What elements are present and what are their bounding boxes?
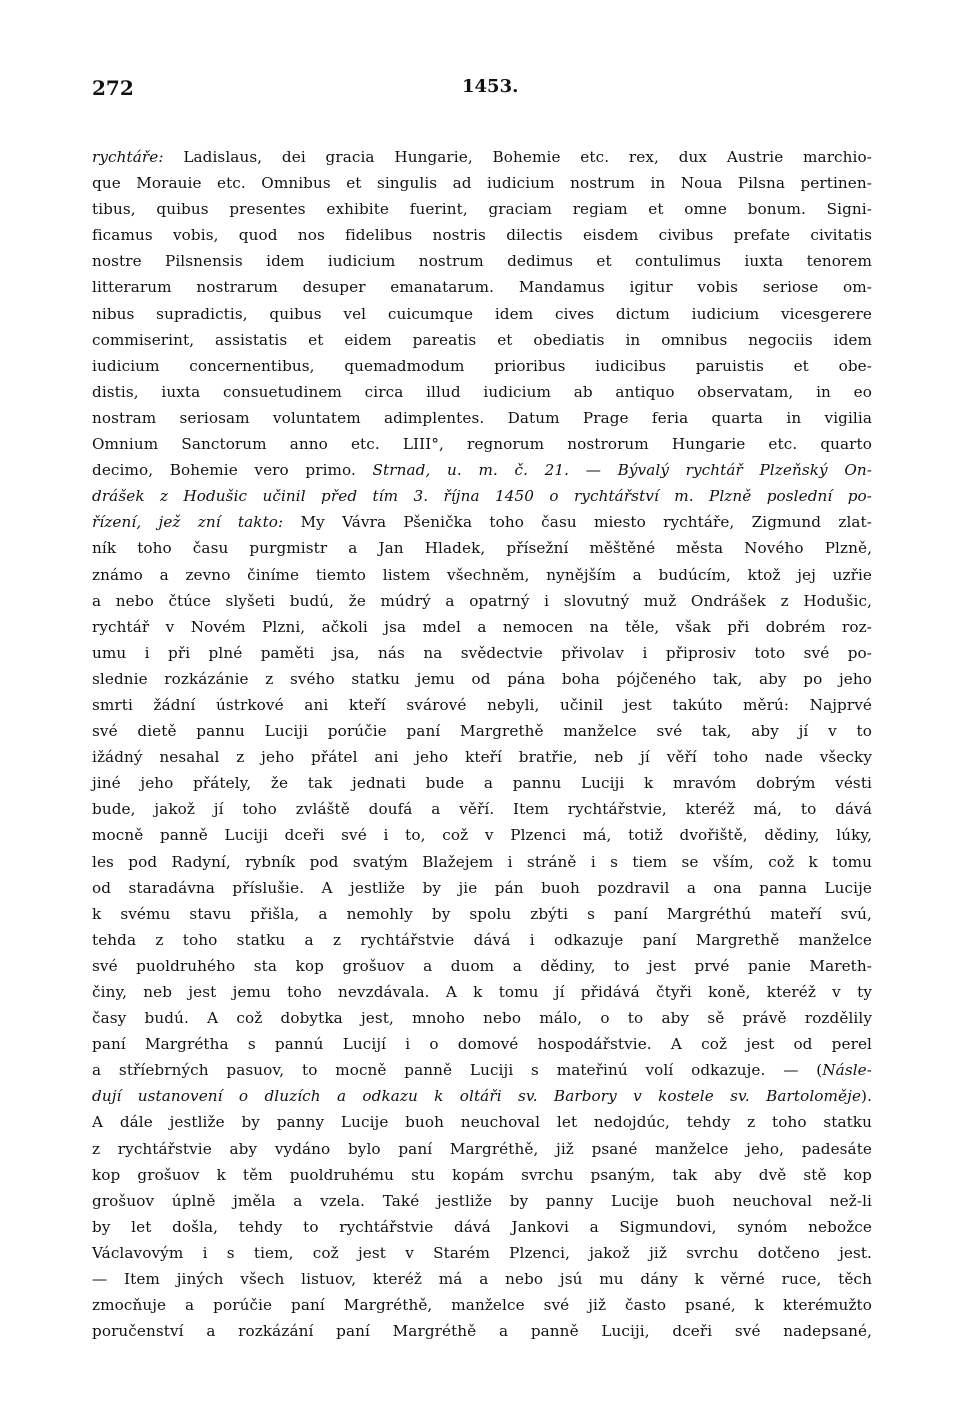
text-segment: smrti žádní ústrkové ani kteří svárové nebyli, učinil jest takúto měrú: Najprvé [92,695,872,714]
text-segment: litterarum nostrarum desuper emanatarum. Mandamus igitur vobis seriose om- [92,278,872,297]
text-segment: k svému stavu přišla, a nemohly by spolu zbýti s paní Margréthú mateří svú, [92,904,872,923]
text-line [92,640,872,666]
text-segment: ). [861,1087,872,1106]
document-body [92,144,872,1344]
text-line [92,1109,872,1135]
text-line [92,483,872,509]
text-line [92,379,872,405]
text-line [92,562,872,588]
text-segment: ník toho času purgmistr a Jan Hladek, přísežní měštěné města Nového Plzně, [92,539,872,558]
text-segment: slednie rozkázánie z svého statku jemu od pána boha pójčeného tak, aby po jeho [92,669,872,688]
text-segment: les pod Radyní, rybník pod svatým Blažejem i stráně i s tiem se vším, což k tomu [92,852,872,871]
text-segment: commiserint, assistatis et eidem pareatis et obediatis in omnibus negociis idem [92,330,872,349]
text-line [92,353,872,379]
text-segment: by let došla, tehdy to rychtářstvie dává Jankovi a Sigmundovi, synóm nebožce [92,1217,872,1236]
text-segment: a nebo čtúce slyšeti budú, že múdrý a opatrný i slovutný muž Ondrášek z Hodušic, [92,591,872,610]
text-segment: grošuov úplně jměla a vzela. Také jestliže by panny Lucije buoh neuchoval než-li [92,1191,872,1210]
text-segment: tibus, quibus presentes exhibite fuerint, graciam regiam et omne bonum. Signi- [92,200,872,219]
editorial-note: Strnad, u. m. č. 21. — Bývalý rychtář Plzeňský On- [372,461,872,480]
text-line [92,901,872,927]
text-segment: Omnium Sanctorum anno etc. LIII°, regnorum nostrorum Hungarie etc. quarto [92,435,872,454]
text-line [92,1318,872,1344]
text-line [92,770,872,796]
text-line [92,1031,872,1057]
text-segment: Václavovým i s tiem, což jest v Starém Plzenci, jakož již svrchu dotčeno jest. [92,1243,872,1262]
text-line [92,1136,872,1162]
text-line [92,718,872,744]
text-line [92,1005,872,1031]
text-segment: poručenství a rozkázání paní Margréthě a panně Luciji, dceři své nadepsané, [92,1322,872,1341]
text-segment: que Morauie etc. Omnibus et singulis ad iudicium nostrum in Noua Pilsna pertinen- [92,174,872,193]
editorial-note: dují ustanovení o dluzích a odkazu k oltáři sv. Barbory v kostele sv. Bartoloměje [92,1087,862,1106]
text-line [92,1292,872,1318]
text-segment: zmocňuje a porúčie paní Margréthě, manželce své již často psané, k kterémužto [92,1296,872,1315]
text-line [92,327,872,353]
text-line [92,301,872,327]
text-line [92,144,872,170]
text-line [92,849,872,875]
text-segment: bude, jakož jí toho zvláště doufá a věří. Item rychtářstvie, kteréž má, to dává [92,800,872,819]
text-segment: umu i při plné paměti jsa, nás na svědectvie přivolav i připrosiv toto své po- [92,643,872,662]
text-segment: distis, iuxta consuetudinem circa illud iudicium ab antiquo observatam, in eo [92,382,872,401]
editorial-note: řízení, jež zní takto: [92,513,301,532]
running-head-year: 1453. [462,76,519,97]
editorial-note: drášek z Hodušic učinil před tím 3. října 1450 o rychtářství m. Plzně poslední po- [92,487,872,506]
text-segment: ficamus vobis, quod nos fidelibus nostris dilectis eisdem civibus prefate civitatis [92,226,872,245]
text-line [92,274,872,300]
text-segment: A dále jestliže by panny Lucije buoh neuchoval let nedojdúc, tehdy z toho statku [92,1113,872,1132]
text-segment: jiné jeho přátely, že tak jednati bude a pannu Luciji k mravóm dobrým vésti [92,774,872,793]
text-line [92,588,872,614]
page-number: 272 [92,76,134,100]
text-segment: nostre Pilsnensis idem iudicium nostrum dedimus et contulimus iuxta tenorem [92,252,872,271]
text-line [92,927,872,953]
text-segment: ižádný nesahal z jeho přátel ani jeho kteří bratřie, neb jí věří toho nade všecky [92,748,872,767]
text-line [92,535,872,561]
text-line [92,692,872,718]
editorial-note: Násle- [822,1061,872,1080]
text-segment: známo a zevno činíme tiemto listem všechněm, nynějším a budúcím, ktož jej uzřie [92,565,872,584]
text-segment: a stříebrných pasuov, to mocně panně Luciji s mateřinú volí odkazuje. — ( [92,1061,823,1080]
text-line [92,979,872,1005]
text-line [92,509,872,535]
page-header [92,76,872,106]
text-segment: rychtář v Novém Plzni, ačkoli jsa mdel a nemocen na těle, však při dobrém roz- [92,617,872,636]
text-segment: své puoldruhého sta kop grošuov a duom a dědiny, to jest prvé panie Mareth- [92,956,872,975]
text-segment: nibus supradictis, quibus vel cuicumque idem cives dictum iudicium vicesgerere [92,304,872,323]
text-line [92,796,872,822]
text-line [92,222,872,248]
text-line [92,1240,872,1266]
text-line [92,457,872,483]
text-line [92,1188,872,1214]
text-segment: činy, neb jest jemu toho nevzdávala. A k tomu jí přidává čtyři koně, kteréž v ty [92,983,872,1001]
text-segment: z rychtářstvie aby vydáno bylo paní Margréthě, již psané manželce jeho, padesáte [92,1139,872,1158]
text-line [92,614,872,640]
text-segment: My Vávra Pšenička toho času miesto rychtáře, Zigmund zlat- [300,513,872,532]
text-line [92,1083,872,1109]
text-line [92,1057,872,1083]
text-segment: časy budú. A což dobytka jest, mnoho nebo málo, o to aby sě právě rozdělily [92,1009,872,1028]
text-segment: — Item jiných všech listuov, kteréž má a nebo jsú mu dány k věrné ruce, těch [92,1270,872,1289]
text-line [92,1162,872,1188]
text-segment: kop grošuov k těm puoldruhému stu kopám svrchu psaným, tak aby dvě stě kop [92,1165,872,1184]
text-line [92,196,872,222]
text-segment: Ladislaus, dei gracia Hungarie, Bohemie etc. rex, dux Austrie marchio- [183,148,872,166]
text-segment: nostram seriosam voluntatem adimplentes. Datum Prage feria quarta in vigilia [92,408,872,427]
text-line [92,1214,872,1240]
text-line [92,248,872,274]
text-segment: od staradávna příslušie. A jestliže by jie pán buoh pozdravil a ona panna Lucije [92,878,872,897]
text-segment: mocně panně Luciji dceři své i to, což v Plzenci má, totiž dvořiště, dědiny, lúky, [92,826,872,845]
text-segment: decimo, Bohemie vero primo. [92,461,373,480]
text-line [92,431,872,457]
text-segment: paní Margrétha s pannú Lucijí i o domové hospodářstvie. A což jest od perel [92,1035,872,1054]
text-line [92,822,872,848]
text-segment: iudicium concernentibus, quemadmodum prioribus iudicibus paruistis et obe- [92,356,872,375]
text-line [92,405,872,431]
text-line [92,953,872,979]
text-segment: své dietě pannu Luciji porúčie paní Margrethě manželce své tak, aby jí v to [92,722,872,741]
text-line [92,1266,872,1292]
text-line [92,666,872,692]
text-line [92,875,872,901]
text-line [92,170,872,196]
editorial-note: rychtáře: [92,148,184,166]
text-line [92,744,872,770]
text-segment: tehda z toho statku a z rychtářstvie dává i odkazuje paní Margrethě manželce [92,930,872,949]
